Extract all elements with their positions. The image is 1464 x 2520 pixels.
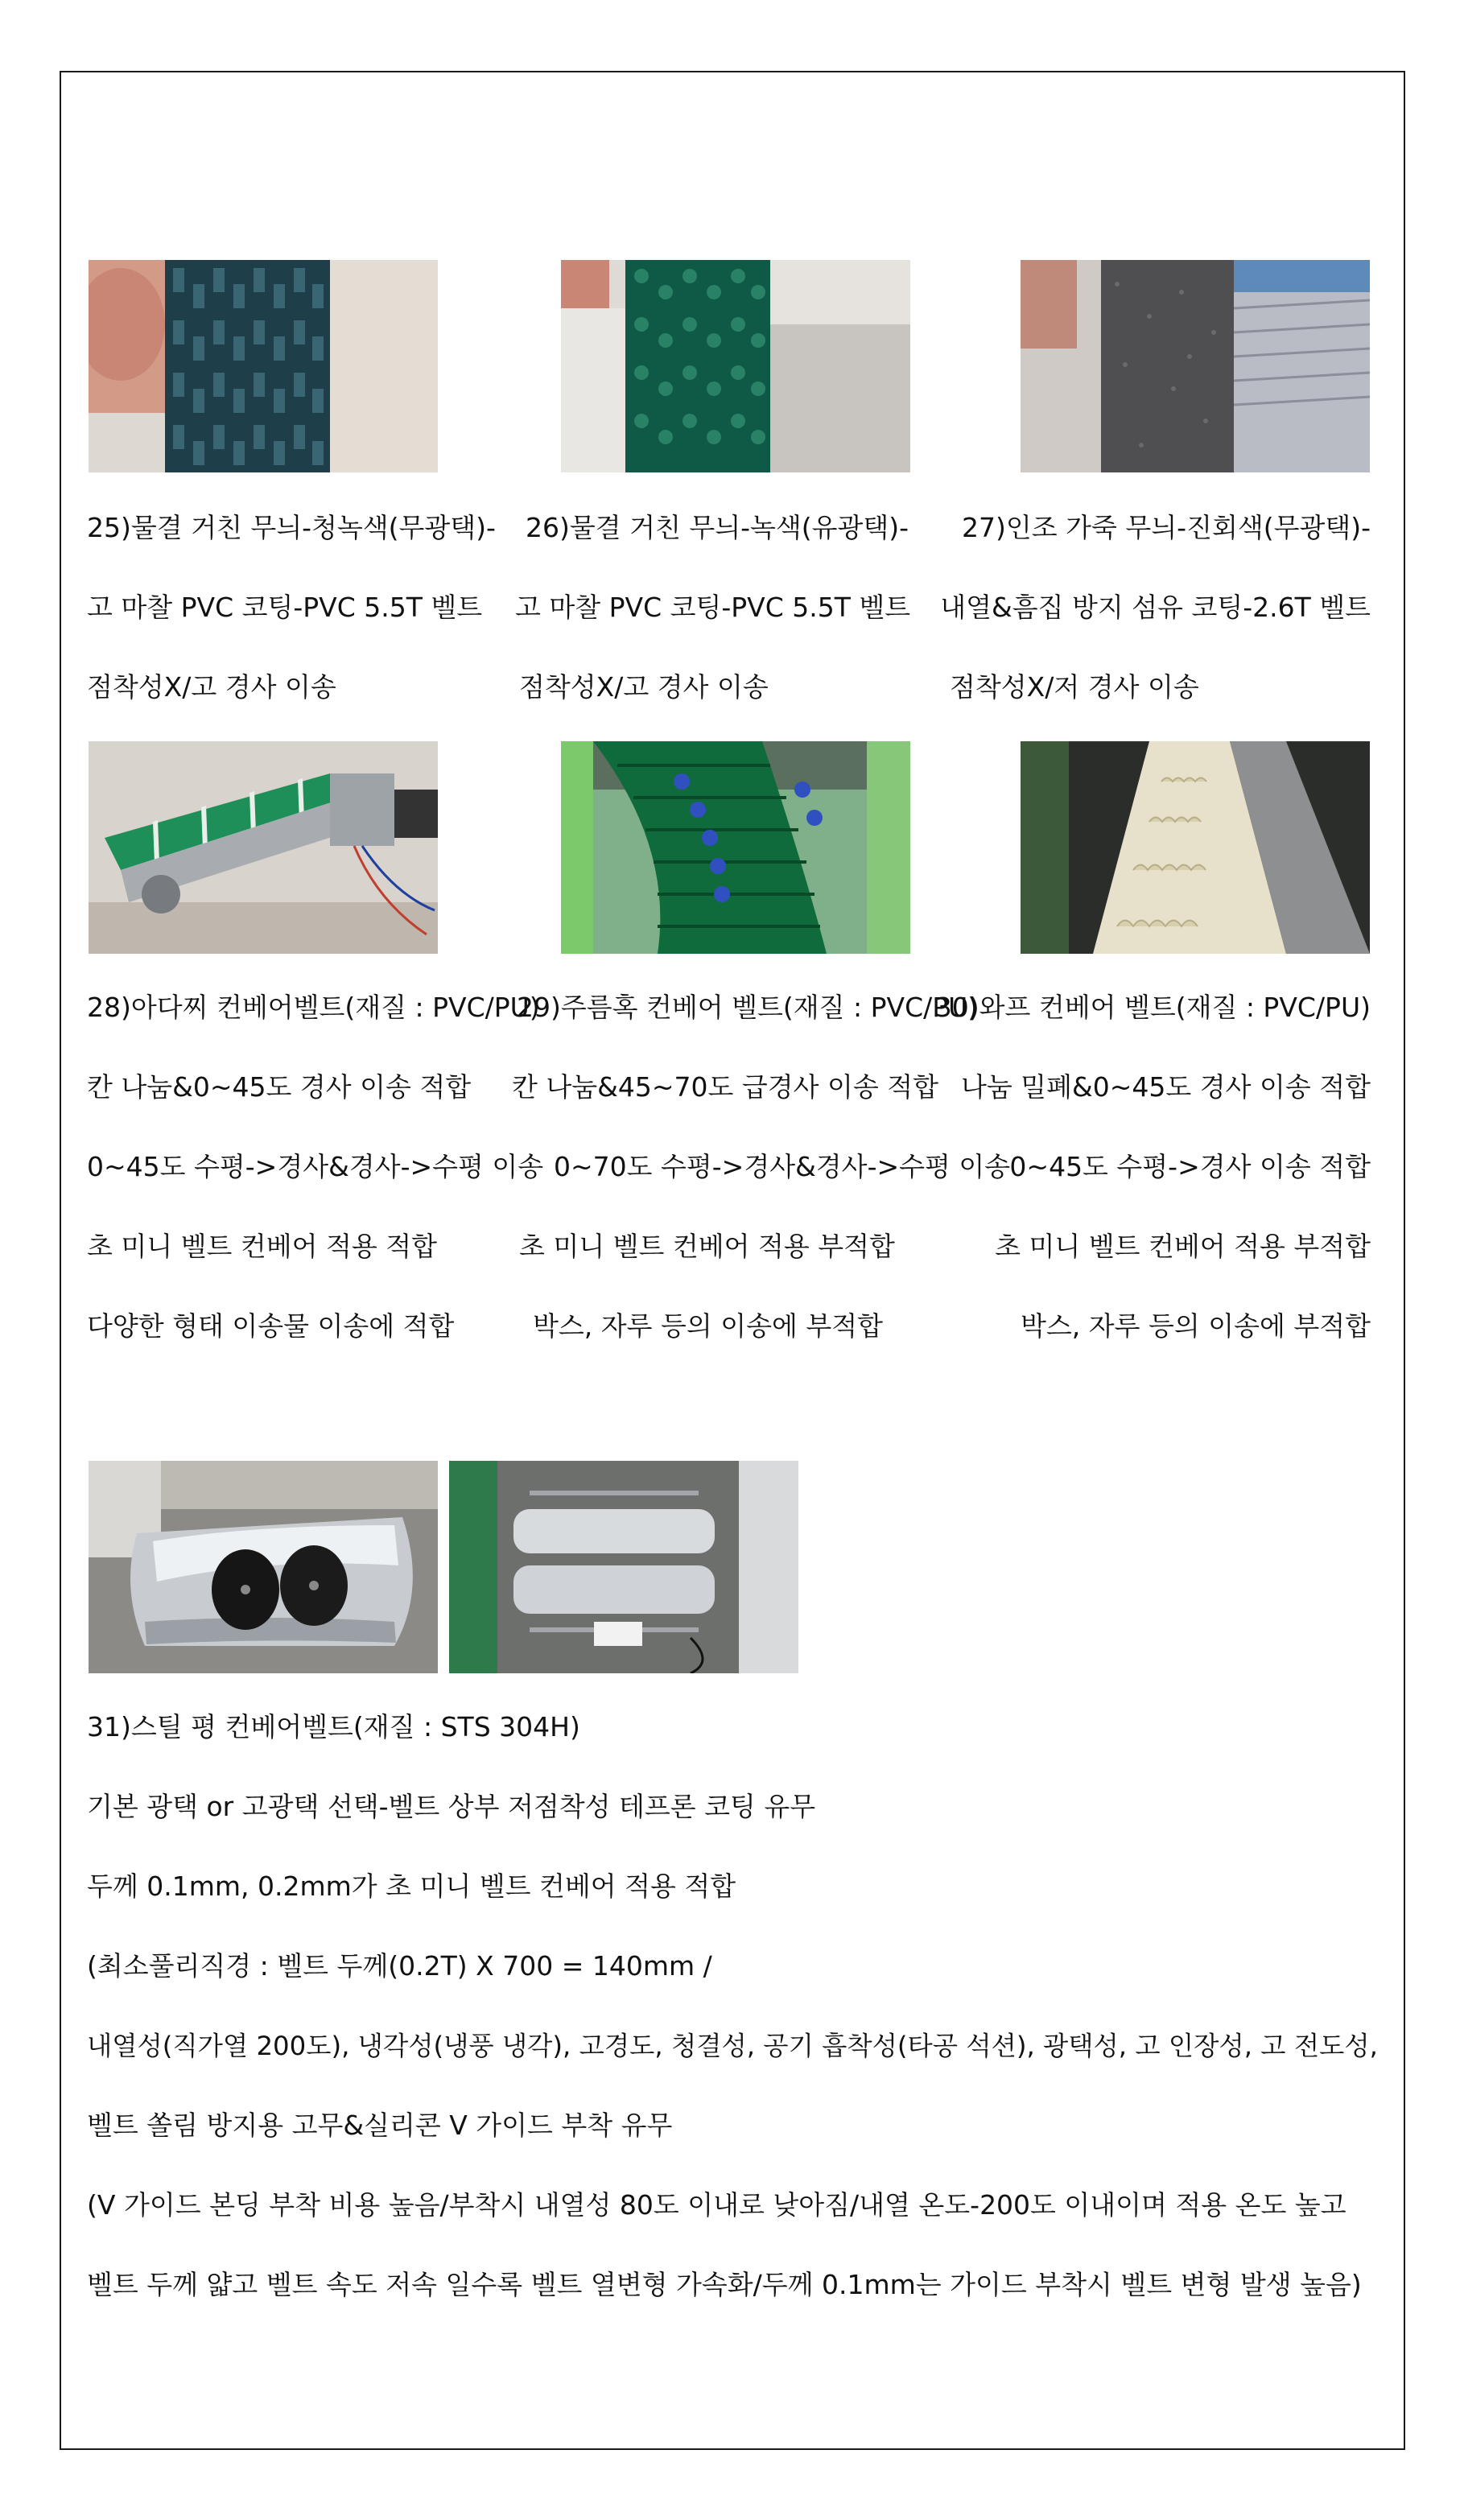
item-27-title: 27)인조 가죽 무늬-진회색(무광택)- — [962, 512, 1371, 543]
item-30-line-5: 박스, 자루 등의 이송에 부적합 — [1021, 1310, 1371, 1342]
item-31-line-3: 두께 0.1mm, 0.2mm가 초 미니 벨트 컨베어 적용 적합 — [87, 1870, 736, 1902]
item-27-line-3: 점착성X/저 경사 이송 — [950, 671, 1199, 703]
sidewall-conveyor-photo — [561, 741, 910, 954]
item-30-line-4: 초 미니 벨트 컨베어 적용 부적합 — [995, 1231, 1371, 1262]
item-29-line-3: 0~70도 수평->경사&경사->수평 이송 — [554, 1151, 1011, 1182]
item-28-line-4: 초 미니 벨트 컨베어 적용 적합 — [87, 1231, 437, 1262]
item-26-line-3: 점착성X/고 경사 이송 — [519, 671, 769, 703]
item-25-line-3: 점착성X/고 경사 이송 — [87, 671, 336, 703]
item-29-line-4: 초 미니 벨트 컨베어 적용 부적합 — [519, 1231, 895, 1262]
item-25-title: 25)물결 거친 무늬-청녹색(무광택)- — [87, 512, 496, 543]
item-28-line-3: 0~45도 수평->경사&경사->수평 이송 — [87, 1151, 544, 1182]
item-31-line-4: (최소풀리직경 : 벨트 두께(0.2T) X 700 = 140mm / — [87, 1950, 712, 1982]
item-31-line-2: 기본 광택 or 고광택 선택-벨트 상부 저점착성 테프론 코팅 유무 — [87, 1791, 816, 1822]
item-31-line-8: 벨트 두께 얇고 벨트 속도 저속 일수록 벨트 열변형 가속화/두께 0.1mm는 가이드 부착시 벨트 변형 발생 높음) — [87, 2269, 1362, 2300]
item-26-line-2: 고 마찰 PVC 코팅-PVC 5.5T 벨트 — [515, 592, 911, 623]
wave-conveyor-photo — [1021, 741, 1370, 954]
item-29-line-5: 박스, 자루 등의 이송에 부적합 — [533, 1310, 883, 1342]
item-31-line-5: 내열성(직가열 200도), 냉각성(냉풍 냉각), 고경도, 청결성, 공기 흡착성(타공 석션), 광택성, 고 인장성, 고 전도성, — [87, 2031, 1378, 2061]
item-30-title: 30)와프 컨베어 벨트(재질 : PVC/PU) — [934, 992, 1371, 1023]
item-29-title: 29)주름혹 컨베어 벨트(재질 : PVC/PU) — [517, 992, 979, 1023]
item-28-line-5: 다양한 형태 이송물 이송에 적합 — [87, 1310, 455, 1342]
green-textured-belt-photo — [89, 260, 438, 472]
steel-belt-roller-photo — [89, 1461, 438, 1673]
item-31-line-7: (V 가이드 본딩 부착 비용 높음/부착시 내열성 80도 이내로 낮아짐/내열 온도-200도 이내이며 적용 온도 높고 — [87, 2189, 1346, 2221]
item-31-line-6: 벨트 쏠림 방지용 고무&실리콘 V 가이드 부착 유무 — [87, 2110, 673, 2141]
green-mesh-belt-photo — [561, 260, 910, 472]
cleat-conveyor-photo — [89, 741, 438, 954]
item-27-line-2: 내열&흠집 방지 섬유 코팅-2.6T 벨트 — [940, 592, 1371, 623]
item-25-line-2: 고 마찰 PVC 코팅-PVC 5.5T 벨트 — [87, 592, 483, 623]
item-30-line-2: 나눔 밀폐&0~45도 경사 이송 적합 — [961, 1071, 1371, 1103]
item-29-line-2: 칸 나눔&45~70도 급경사 이송 적합 — [512, 1071, 938, 1103]
gray-fabric-belt-photo — [1021, 260, 1370, 472]
item-26-title: 26)물결 거친 무늬-녹색(유광택)- — [526, 512, 909, 543]
item-30-line-3: 0~45도 수평->경사 이송 적합 — [1009, 1151, 1371, 1182]
item-28-line-2: 칸 나눔&0~45도 경사 이송 적합 — [87, 1071, 472, 1103]
item-28-title: 28)아다찌 컨베어벨트(재질 : PVC/PU) — [87, 992, 540, 1023]
steel-belt-conveyors-photo — [449, 1461, 798, 1673]
item-31-title: 31)스틸 평 컨베어벨트(재질 : STS 304H) — [87, 1711, 580, 1743]
